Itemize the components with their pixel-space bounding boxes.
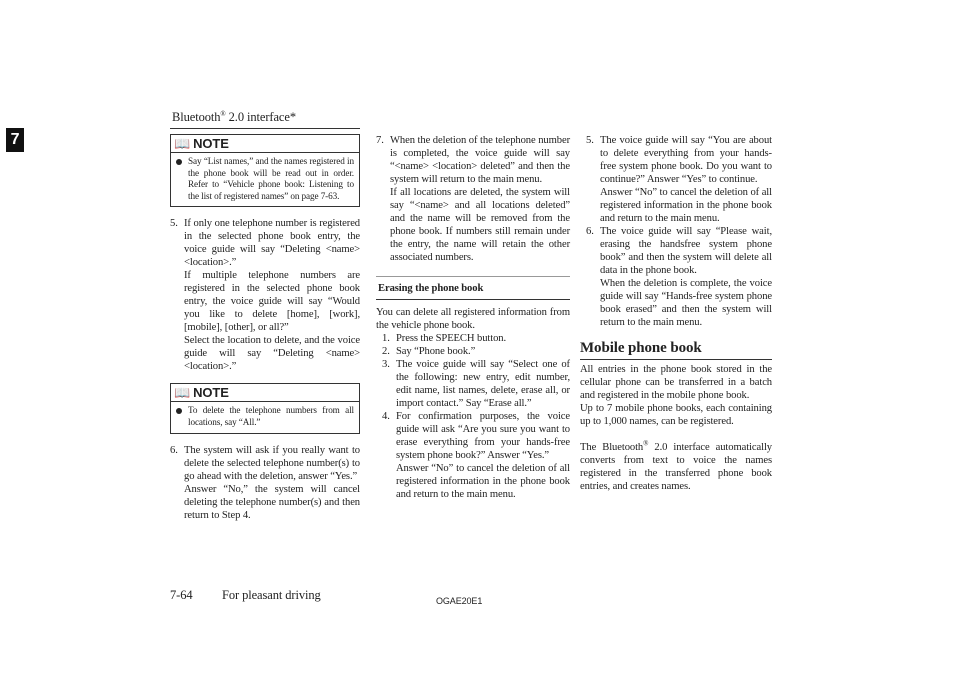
bullet-icon — [176, 159, 182, 165]
note-book-icon: 📖 — [174, 385, 191, 401]
step-text: When the deletion of the telephone number is completed, the voice guide will say “<name> <location> deleted” and then the system will return to the main menu. — [390, 135, 570, 185]
step-number: 6. — [586, 226, 594, 237]
chapter-tab: 7 — [6, 128, 24, 152]
step-number: 5. — [170, 218, 178, 230]
step-number: 7. — [376, 135, 384, 146]
footer-section: For pleasant driving — [222, 588, 321, 602]
section-heading: Erasing the phone book — [376, 276, 570, 300]
paragraph: All entries in the phone book stored in the cellular phone can be transferred in a batch and registered in the mobile phone book. — [580, 364, 772, 401]
document-code: OGAE20E1 — [436, 596, 483, 606]
step-5 — [170, 217, 360, 373]
step-text: Answer “No,” the system will cancel deleting the telephone number(s) and then return to Step 4. — [184, 483, 360, 521]
header-title: Bluetooth — [172, 110, 221, 124]
note-text: Say “List names,” and the names registered in the phone book will be read out in order. Refer to “Vehicle phone book: Listening to the list of registered names” on page 7-63. — [188, 156, 354, 201]
mobile-phone-book-heading: Mobile phone book — [580, 339, 772, 360]
text: The Bluetooth — [580, 442, 644, 453]
step-text: The voice guide will say “You are about to delete everything from your hands-free system phone book. Do you want to continue?” Answer “Yes” to continue. — [600, 135, 772, 185]
step-text: If only one telephone number is registered in the selected phone book entry, the voice guide will say “Deleting <name> <location>.” — [184, 218, 360, 269]
text: 2.0 interface automatically converts from text to voice the names registered in the transferred phone book entries, and creates names. — [580, 442, 772, 492]
left-column — [170, 134, 360, 522]
step-text: The voice guide will say “Select one of the following: new entry, edit number, edit name, list names, delete, erase all, or import contact.” Say “Erase all.” — [396, 359, 570, 409]
erase-step-5 — [586, 134, 772, 225]
step-text: If all locations are deleted, the system will say “<name> and all locations deleted” and the name will be removed from the phone book. If numbers still remain under the entry, the name will retain the other associated numbers. — [390, 187, 570, 263]
step-text: When the deletion is complete, the voice guide will say “Hands-free system phone book erased” and then the system will return to the main menu. — [600, 278, 772, 328]
intro-text: You can delete all registered information from the vehicle phone book. — [376, 307, 570, 331]
erase-step-2 — [382, 345, 570, 358]
registered-mark: ® — [643, 439, 649, 448]
step-6 — [170, 444, 360, 522]
paragraph — [580, 441, 772, 493]
paragraph: Up to 7 mobile phone books, each containing up to 1,000 names, can be registered. — [580, 403, 772, 427]
step-text: Answer “No” to cancel the deletion of all registered information in the phone book and return to the main menu. — [396, 463, 570, 500]
page-header — [172, 110, 296, 125]
registered-mark: ® — [220, 109, 226, 118]
header-title-rest: 2.0 interface* — [225, 110, 296, 124]
note-label: NOTE — [193, 136, 229, 151]
right-column — [580, 134, 772, 493]
note-box — [170, 134, 360, 207]
note-text: To delete the telephone numbers from all locations, say “All.” — [188, 405, 354, 427]
bullet-icon — [176, 408, 182, 414]
note-label: NOTE — [193, 385, 229, 401]
erase-step-1 — [382, 332, 570, 345]
erase-step-6 — [586, 225, 772, 329]
step-text: Select the location to delete, and the voice guide will say “Deleting <name> <location>.” — [184, 335, 360, 373]
step-text: Press the SPEECH button. — [396, 333, 507, 344]
step-number: 4. — [382, 411, 390, 422]
step-7 — [376, 134, 570, 264]
erase-step-3 — [382, 358, 570, 410]
step-text: Answer “No” to cancel the deletion of all registered information in the phone book and return to the main menu. — [600, 187, 772, 224]
note-box — [170, 383, 360, 433]
middle-column — [376, 134, 570, 501]
step-text: If multiple telephone numbers are registered in the selected phone book entry, the voice guide will say “Would you like to delete [home], [work], [mobile], [other], or all?” — [184, 270, 360, 334]
step-text: Say “Phone book.” — [396, 346, 476, 357]
step-number: 1. — [382, 333, 390, 344]
header-rule — [170, 128, 360, 129]
step-text: For confirmation purposes, the voice guide will ask “Are you sure you want to erase everything from your hands-free system phone book?” Answer “Yes.” — [396, 411, 570, 461]
step-text: The voice guide will say “Please wait, erasing the handsfree system phone book” and then the system will delete all data in the phone book. — [600, 226, 772, 276]
step-number: 5. — [586, 135, 594, 146]
step-text: The system will ask if you really want to delete the selected telephone number(s) to go ahead with the deletion, answer “Yes.” — [184, 444, 360, 482]
erase-step-4 — [382, 410, 570, 501]
page-number: 7-64 — [170, 588, 193, 602]
step-number: 2. — [382, 346, 390, 357]
note-book-icon: 📖 — [174, 136, 191, 151]
step-number: 6. — [170, 444, 178, 456]
step-number: 3. — [382, 359, 390, 370]
